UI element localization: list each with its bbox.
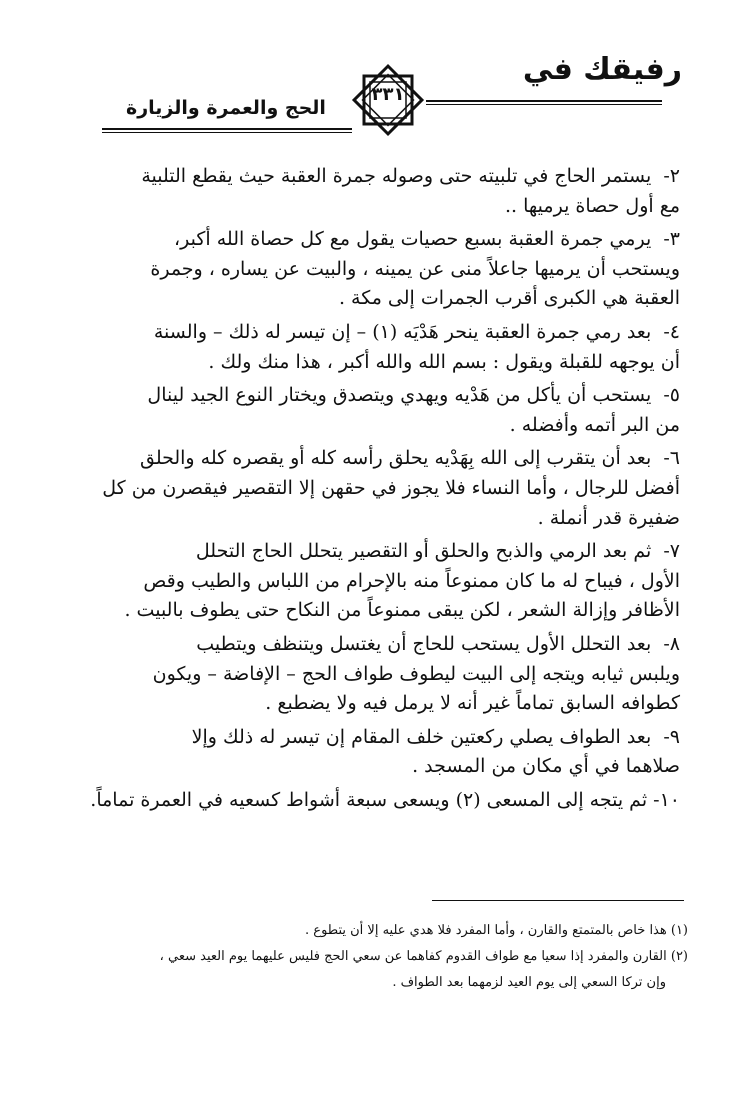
page-number: ٣٣١ xyxy=(371,84,405,105)
footnote-1: (١) هذا خاص بالمتمتع والقارن ، وأما المفرد فلا هدي عليه إلا أن يتطوع . xyxy=(305,923,688,938)
list-item: ٢- يستمر الحاج في تلبيته حتى وصوله جمرة العقبة حيث يقطع التلبية مع أول حصاة يرميها .. xyxy=(141,165,680,217)
list-item: ٧- ثم بعد الرمي والذبح والحلق أو التقصير يتحلل الحاج التحلل الأول ، فيباح له ما كان ممنوعاً منه بالإحرام من اللباس والطيب وقص الأظافر وإزالة الشعر ، لكن يبقى ممنوعاً من النكاح حتى يطوف بالبيت . xyxy=(124,540,680,622)
main-text xyxy=(90,162,680,819)
list-item: ٣- يرمي جمرة العقبة بسبع حصيات يقول مع كل حصاة الله أكبر، ويستحب أن يرميها جاعلاً منى عن يمينه ، والبيت عن يساره ، وجمرة العقبة هي الكبرى أقرب الجمرات إلى مكة . xyxy=(150,228,680,310)
list-item: ١٠- ثم يتجه إلى المسعى (٢) ويسعى سبعة أشواط كسعيه في العمرة تماماً. xyxy=(90,788,680,811)
book-title: رفيقك في xyxy=(522,52,682,87)
footnotes xyxy=(90,918,688,996)
list-item: ٩- بعد الطواف يصلي ركعتين خلف المقام إن تيسر له ذلك وإلا صلاهما في أي مكان من المسجد . xyxy=(191,725,680,778)
header-rule-left-thin xyxy=(102,132,352,133)
footnote-2: (٢) القارن والمفرد إذا سعيا مع طواف القدوم كفاهما عن سعي الحج فليس عليهما يوم العيد سعي ، xyxy=(159,949,688,964)
footnote-divider xyxy=(432,900,684,901)
page-header xyxy=(0,0,752,140)
list-item: ٤- بعد رمي جمرة العقبة ينحر هَدْيَه (١) – إن تيسر له ذلك – والسنة أن يوجهه للقبلة ويقول : بسم الله والله أكبر ، هذا منك ولك . xyxy=(153,320,680,373)
book-subtitle: الحج والعمرة والزيارة xyxy=(126,97,326,119)
header-rule-left xyxy=(102,128,352,130)
list-item: ٨- بعد التحلل الأول يستحب للحاج أن يغتسل ويتنظف ويتطيب ويلبس ثيابه ويتجه إلى البيت ليطوف طواف الحج – الإفاضة – ويكون كطوافه السابق تماماً غير أنه لا يرمل فيه ولا يضطبع . xyxy=(152,632,680,715)
list-item: ٦- بعد أن يتقرب إلى الله بِهَدْيه يحلق رأسه كله أو يقصره كله والحلق أفضل للرجال ، وأما النساء فلا يجوز في حقهن إلا التقصير فيقصرن من كل ضفيرة قدر أنملة . xyxy=(102,447,680,529)
header-rule-right-thin xyxy=(426,104,662,105)
header-rule-right xyxy=(426,100,662,102)
footnote-2-continued: وإن تركا السعي إلى يوم العيد لزمهما بعد الطواف . xyxy=(392,975,666,990)
list-item: ٥- يستحب أن يأكل من هَدْيه ويهدي ويتصدق ويختار النوع الجيد لينال من البر أتمه وأفضله . xyxy=(147,384,680,436)
